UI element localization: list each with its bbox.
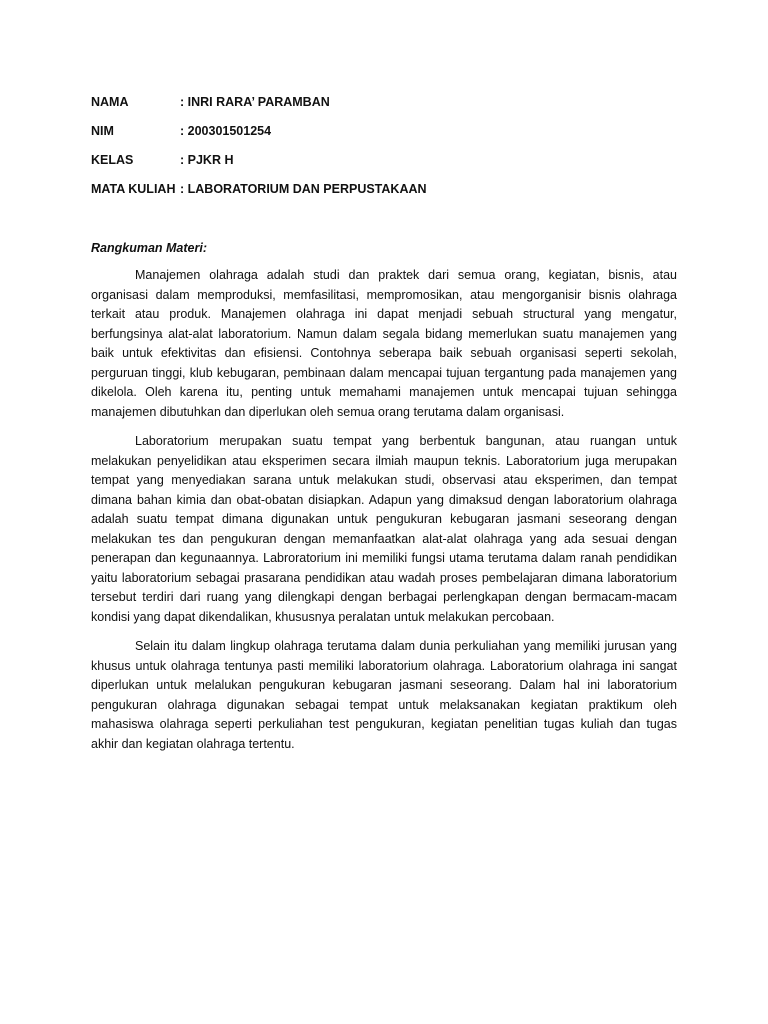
- info-value: : INRI RARA’ PARAMBAN: [180, 95, 330, 109]
- info-label: MATA KULIAH: [91, 182, 176, 196]
- paragraph-2: Laboratorium merupakan suatu tempat yang berbentuk bangunan, atau ruangan untuk melakukan penyelidikan atau eksperimen secara ilmiah maupun teknis. Laboratorium juga merupakan tempat yang menyediakan sarana untuk melakukan studi, observasi atau eksperimen, dan tempat dimana bahan kimia dan obat-obatan disiapkan. Adapun yang dimaksud dengan laboratorium olahraga adalah suatu tempat dimana digunakan untuk pengukuran kebugaran jasmani seseorang dengan melakukan tes dan pengukuran dengan memanfaatkan alat-alat olahraga yang ada sesuai dengan penerapan dan kegunaannya. Labroratorium ini memiliki fungsi utama terutama dalam ranah pendidikan yaitu laboratorium sebagai prasarana pendidikan atau wadah proses pembelajaran dimana laboratorium tersebut terdiri dari ruang yang dilengkapi dengan berbagai perlengkapan dengan bermacam-macam kondisi yang dapat dikendalikan, khususnya peralatan untuk melakukan percobaan.: [91, 434, 677, 624]
- summary-heading: Rangkuman Materi:: [91, 241, 207, 255]
- info-value: : LABORATORIUM DAN PERPUSTAKAAN: [180, 182, 427, 196]
- paragraph-1: Manajemen olahraga adalah studi dan praktek dari semua orang, kegiatan, bisnis, atau organisasi dalam memproduksi, memfasilitasi, mempromosikan, atau mengorganisir bisnis olahraga terkait atau produk. Manajemen olahraga ini dapat menjadi sebuah structural yang mengatur, berfungsinya alat-alat laboratorium. Namun dalam segala bidang memerlukan suatu manajemen yang baik untuk efektivitas dan efisiensi. Contohnya seberapa baik sebuah organisasi seperti sekolah, perguruan tinggi, klub kebugaran, pembinaan dalam mencapai tujuan tergantung pada manajemen yang dikelola. Oleh karena itu, penting untuk memahami manajemen untuk mencapai tujuan sehingga manajemen dibutuhkan dan diperlukan oleh semua orang terutama dalam organisasi.: [91, 268, 677, 419]
- student-info: [91, 93, 427, 209]
- info-row-nama: [91, 93, 427, 122]
- info-row-nim: [91, 122, 427, 151]
- info-label: NAMA: [91, 95, 129, 109]
- info-row-kelas: [91, 151, 427, 180]
- info-row-mata-kuliah: [91, 180, 427, 209]
- paragraph-3: Selain itu dalam lingkup olahraga terutama dalam dunia perkuliahan yang memiliki jurusan yang khusus untuk olahraga tentunya pasti memiliki laboratorium olahraga. Laboratorium olahraga ini sangat diperlukan untuk melalukan pengukuran kebugaran jasmani seseorang. Dalam hal ini laboratorium pengukuran olahraga digunakan sebagai tempat untuk melaksanakan kegiatan praktikum oleh mahasiswa olahraga seperti perkuliahan test pengukuran, kegiatan penelitian tugas kuliah dan tugas akhir dan kegiatan olahraga tertentu.: [91, 639, 677, 751]
- info-label: KELAS: [91, 153, 134, 167]
- info-value: : 200301501254: [180, 124, 272, 138]
- info-label: NIM: [91, 124, 114, 138]
- summary-body: [91, 266, 677, 764]
- info-value: : PJKR H: [180, 153, 234, 167]
